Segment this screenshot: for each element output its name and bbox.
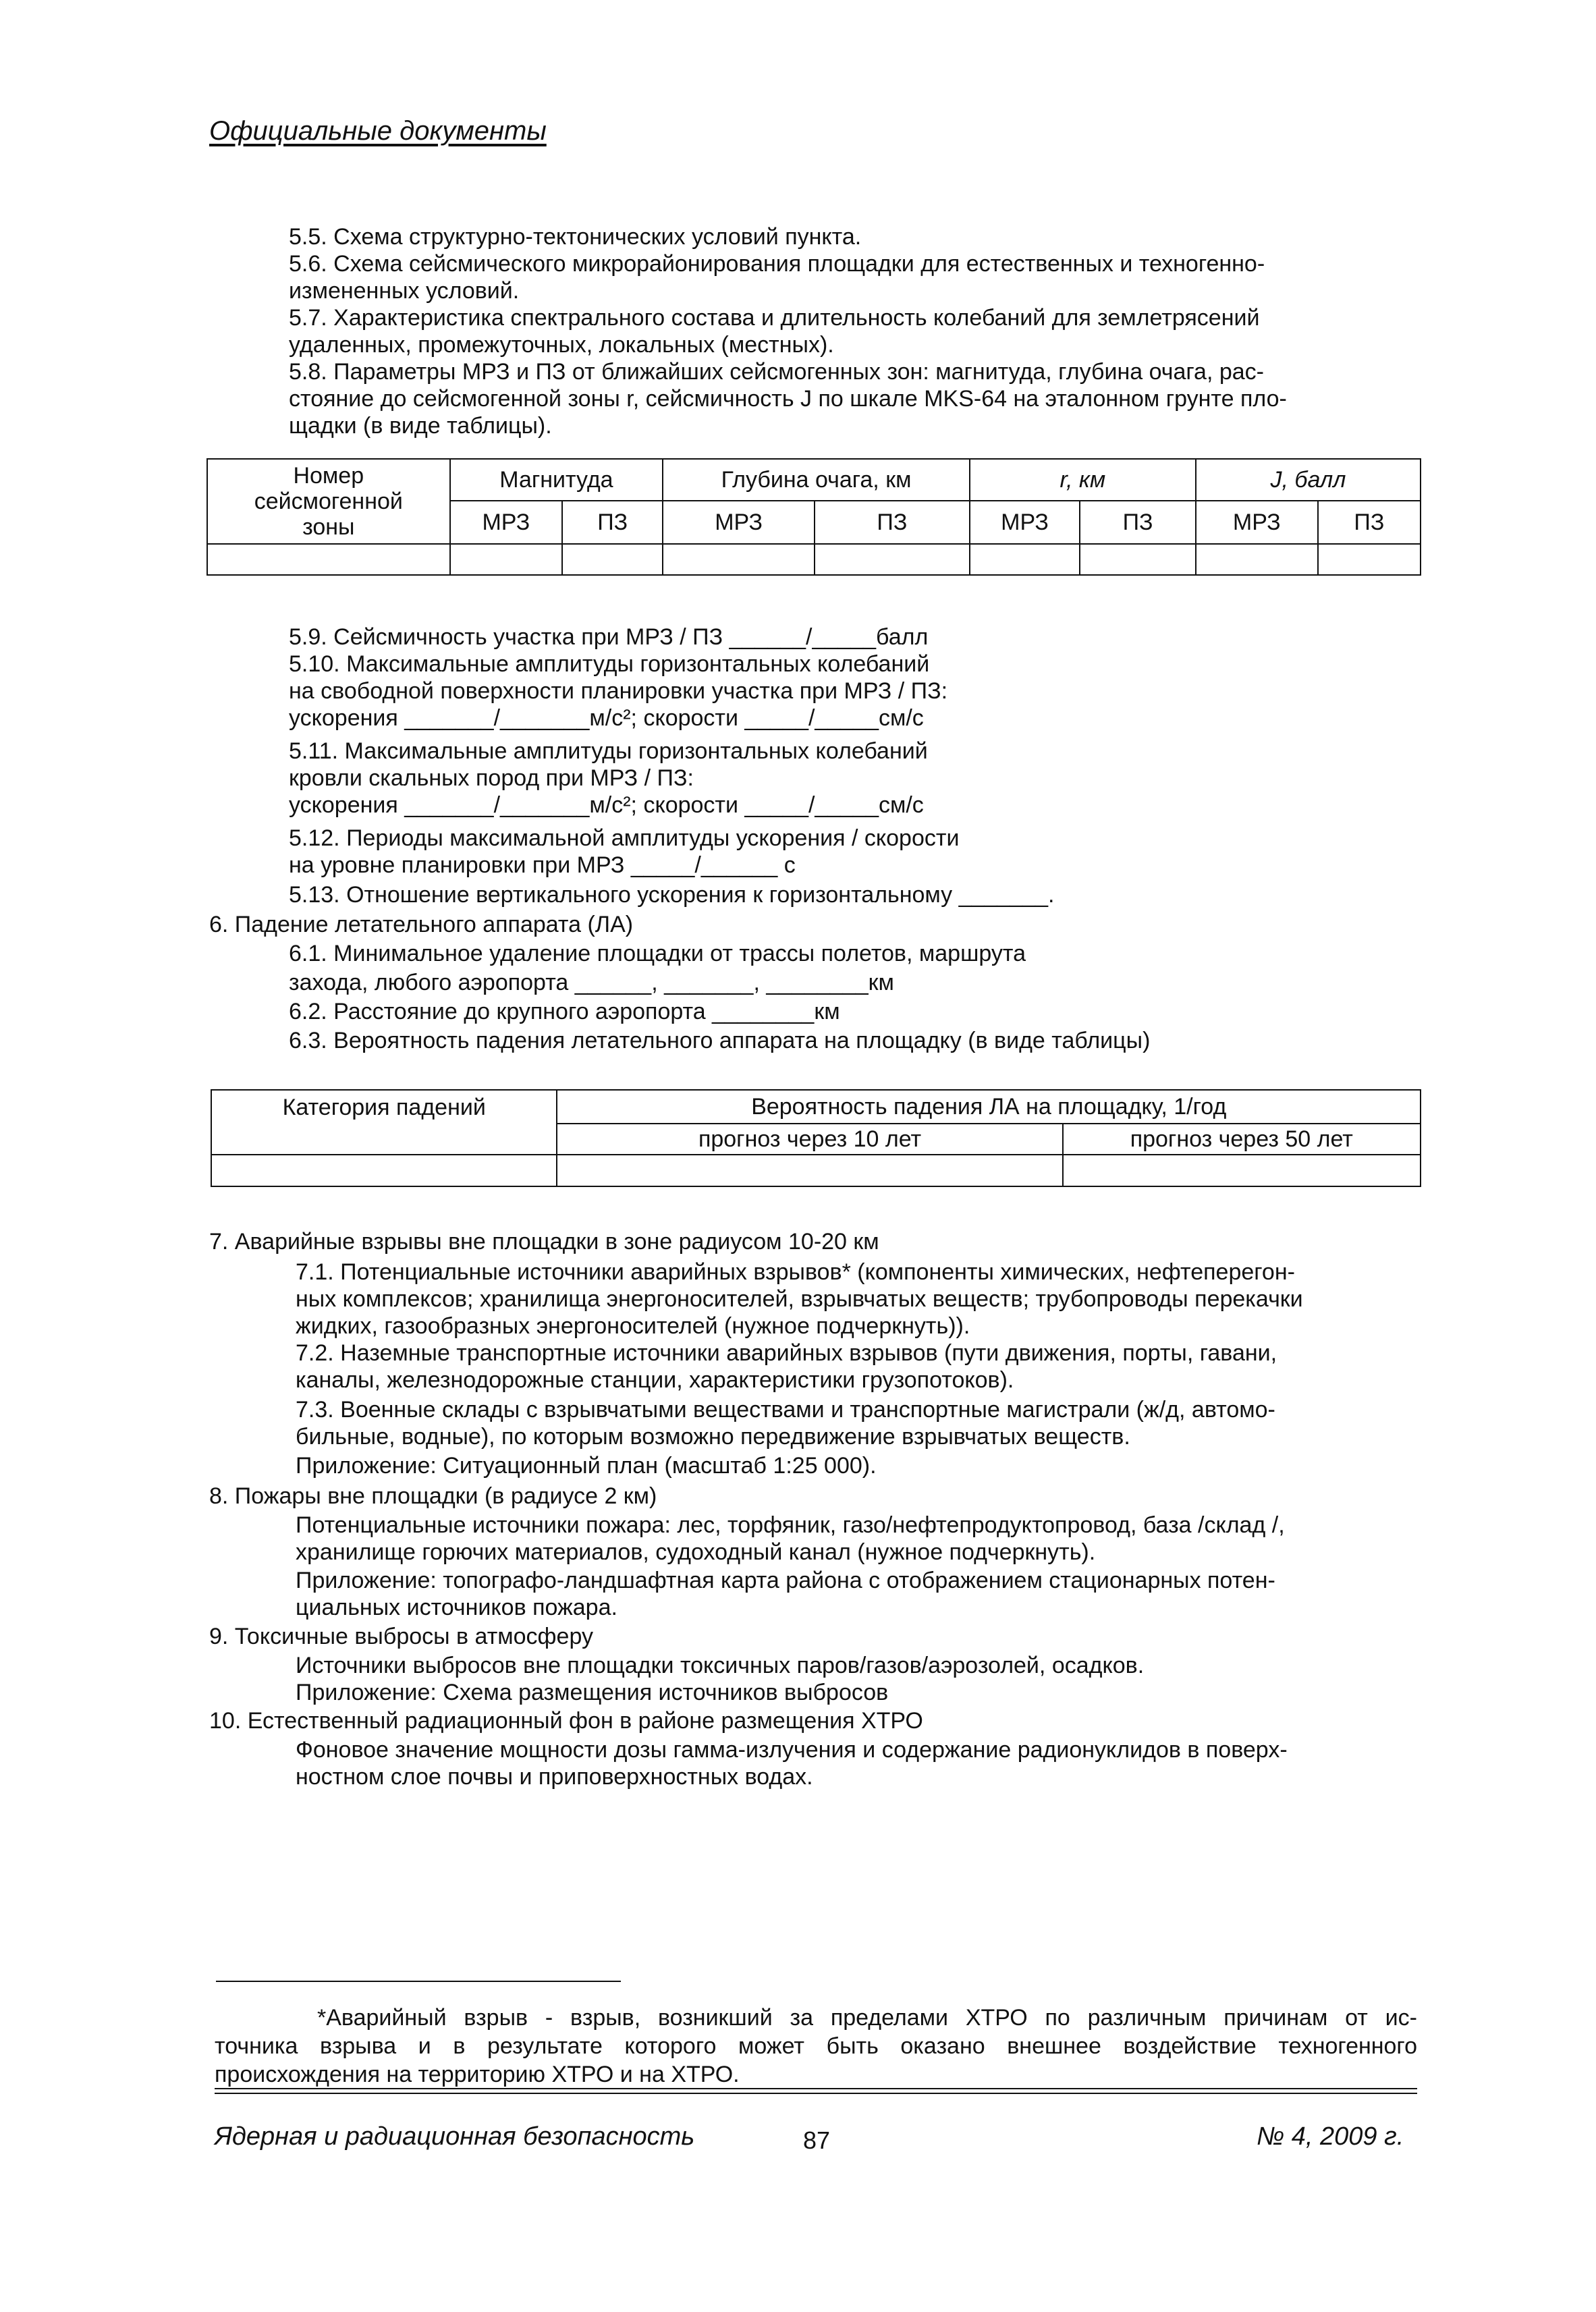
issue-label: № 4, 2009 г. xyxy=(1257,2122,1404,2151)
running-header: Официальные документы xyxy=(209,116,547,146)
sub-header-pz: ПЗ xyxy=(1318,501,1421,544)
footnote-separator xyxy=(216,1981,621,1982)
text-line: щадки (в виде таблицы). xyxy=(289,413,552,439)
table-row-empty xyxy=(207,544,1421,575)
table-cell xyxy=(970,544,1080,575)
text-line: 5.8. Параметры МРЗ и ПЗ от ближайших сейсмогенных зон: магнитуда, глубина очага, рас- xyxy=(289,359,1264,385)
seismic-zones-table xyxy=(207,458,1421,576)
sub-header-mrz: МРЗ xyxy=(970,501,1080,544)
section-heading: 6. Падение летательного аппарата (ЛА) xyxy=(209,912,634,937)
text-line: 7.1. Потенциальные источники аварийных взрывов* (компоненты химических, нефтеперегон- xyxy=(296,1259,1295,1285)
table-cell xyxy=(1080,544,1196,575)
text-line: бильные, водные), по которым возможно передвижение взрывчатых веществ. xyxy=(296,1424,1130,1450)
text-line: жидких, газообразных энергоносителей (нужное подчеркнуть)). xyxy=(296,1313,970,1339)
section-heading: 10. Естественный радиационный фон в районе размещения ХТРО xyxy=(209,1708,923,1734)
aircraft-crash-table xyxy=(211,1089,1421,1187)
text-line: 6.3. Вероятность падения летательного аппарата на площадку (в виде таблицы) xyxy=(289,1028,1151,1053)
table-cell xyxy=(450,544,563,575)
text-line: 6.2. Расстояние до крупного аэропорта ________км xyxy=(289,999,840,1024)
text-line: 5.5. Схема структурно-тектонических условий пункта. xyxy=(289,224,862,250)
category-header: Категория падений xyxy=(211,1090,557,1155)
table-cell xyxy=(1318,544,1421,575)
text-line: 7.2. Наземные транспортные источники аварийных взрывов (пути движения, порты, гавани, xyxy=(296,1340,1277,1366)
text-line: 5.9. Сейсмичность участка при МРЗ / ПЗ ______/_____балл xyxy=(289,624,929,650)
table-cell xyxy=(815,544,970,575)
text-line: Приложение: Ситуационный план (масштаб 1:25 000). xyxy=(296,1453,877,1479)
table-cell xyxy=(663,544,815,575)
depth-header: Глубина очага, км xyxy=(663,459,970,501)
zone-header-line: Номер xyxy=(293,463,364,489)
zone-header-line: зоны xyxy=(302,514,355,540)
probability-header: Вероятность падения ЛА на площадку, 1/год xyxy=(557,1090,1421,1124)
footnote-line: точника взрыва и в результате которого может быть оказано внешнее воздействие техногенного xyxy=(215,2033,1417,2059)
footnote-line: *Аварийный взрыв - взрыв, возникший за пределами ХТРО по различным причинам от ис- xyxy=(317,2005,1417,2031)
text-line: Источники выбросов вне площадки токсичных паров/газов/аэрозолей, осадков. xyxy=(296,1653,1145,1678)
sub-header-pz: ПЗ xyxy=(562,501,663,544)
table-cell xyxy=(557,1155,1062,1186)
sub-header-mrz: МРЗ xyxy=(450,501,563,544)
text-line: Приложение: топографо-ландшафтная карта района с отображением стационарных потен- xyxy=(296,1568,1275,1593)
text-line: Приложение: Схема размещения источников выбросов xyxy=(296,1680,889,1705)
text-line: Фоновое значение мощности дозы гамма-излучения и содержание радионуклидов в поверх- xyxy=(296,1737,1288,1763)
text-line: каналы, железнодорожные станции, характеристики грузопотоков). xyxy=(296,1367,1014,1393)
table-cell xyxy=(207,544,450,575)
text-line: 5.12. Периоды максимальной амплитуды ускорения / скорости xyxy=(289,825,960,851)
forecast-50-header: прогноз через 50 лет xyxy=(1063,1124,1421,1155)
text-line: Потенциальные источники пожара: лес, торфяник, газо/нефтепродуктопровод, база /склад /, xyxy=(296,1512,1285,1538)
text-line: 7.3. Военные склады с взрывчатыми веществами и транспортные магистрали (ж/д, автомо- xyxy=(296,1397,1275,1423)
section-heading: 8. Пожары вне площадки (в радиусе 2 км) xyxy=(209,1483,657,1509)
zone-number-header xyxy=(207,459,450,544)
text-line: стояние до сейсмогенной зоны r, сейсмичность J по шкале MKS-64 на эталонном грунте пло- xyxy=(289,386,1287,412)
forecast-10-header: прогноз через 10 лет xyxy=(557,1124,1062,1155)
text-line: захода, любого аэропорта ______, _______, ________км xyxy=(289,970,894,995)
text-line: 5.11. Максимальные амплитуды горизонтальных колебаний xyxy=(289,738,928,764)
text-line: 5.7. Характеристика спектрального состава и длительность колебаний для землетрясений xyxy=(289,305,1260,331)
sub-header-mrz: МРЗ xyxy=(663,501,815,544)
text-line: хранилище горючих материалов, судоходный канал (нужное подчеркнуть). xyxy=(296,1539,1096,1565)
table-row-empty xyxy=(211,1155,1421,1186)
text-line: 5.13. Отношение вертикального ускорения к горизонтальному _______. xyxy=(289,882,1055,908)
table-cell xyxy=(1196,544,1318,575)
text-line: 6.1. Минимальное удаление площадки от трассы полетов, маршрута xyxy=(289,941,1026,966)
sub-header-pz: ПЗ xyxy=(1080,501,1196,544)
text-line: ускорения _______/_______м/с²; скорости _____/_____см/с xyxy=(289,792,924,818)
sub-header-pz: ПЗ xyxy=(815,501,970,544)
text-line: ускорения _______/_______м/с²; скорости _____/_____см/с xyxy=(289,705,924,731)
text-line: циальных источников пожара. xyxy=(296,1595,617,1620)
sub-header-mrz: МРЗ xyxy=(1196,501,1318,544)
text-line: 5.10. Максимальные амплитуды горизонтальных колебаний xyxy=(289,651,930,677)
text-line: удаленных, промежуточных, локальных (местных). xyxy=(289,332,834,358)
section-heading: 7. Аварийные взрывы вне площадки в зоне радиусом 10-20 км xyxy=(209,1229,879,1255)
text-line: на уровне планировки при МРЗ _____/______ с xyxy=(289,852,796,878)
table-cell xyxy=(562,544,663,575)
text-line: кровли скальных пород при МРЗ / ПЗ: xyxy=(289,765,694,791)
table-cell xyxy=(1063,1155,1421,1186)
page-number: 87 xyxy=(803,2126,831,2154)
zone-header-line: сейсмогенной xyxy=(254,489,403,514)
magnitude-header: Магнитуда xyxy=(450,459,663,501)
journal-title: Ядерная и радиационная безопасность xyxy=(215,2122,695,2151)
footer-rule xyxy=(215,2088,1417,2089)
text-line: ных комплексов; хранилища энергоносителей, взрывчатых веществ; трубопроводы перекачки xyxy=(296,1286,1303,1312)
text-line: измененных условий. xyxy=(289,278,520,304)
footer-rule xyxy=(215,2093,1417,2094)
text-line: на свободной поверхности планировки участка при МРЗ / ПЗ: xyxy=(289,678,948,704)
text-line: 5.6. Схема сейсмического микрорайонирования площадки для естественных и техногенно- xyxy=(289,251,1265,277)
distance-header: r, км xyxy=(970,459,1196,501)
table-cell xyxy=(211,1155,557,1186)
intensity-header: J, балл xyxy=(1196,459,1421,501)
footnote-line: происхождения на территорию ХТРО и на ХТРО. xyxy=(215,2062,740,2087)
section-heading: 9. Токсичные выбросы в атмосферу xyxy=(209,1624,593,1649)
text-line: ностном слое почвы и приповерхностных водах. xyxy=(296,1764,813,1790)
